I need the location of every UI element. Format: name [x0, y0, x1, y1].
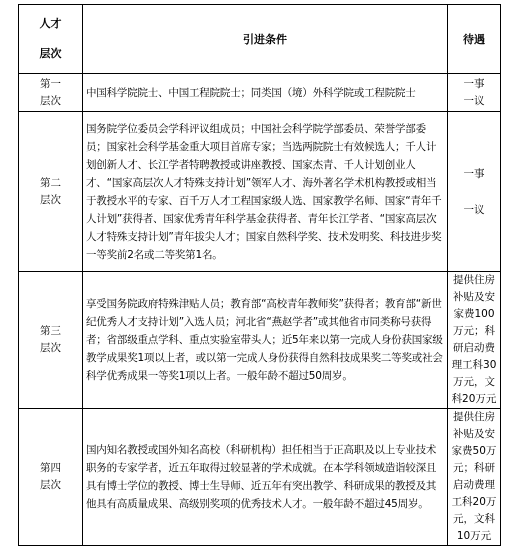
header-row: [19, 5, 501, 74]
conditions-cell: 中国科学院院士、中国工程院院士；同类国（境）外科学院或工程院院士: [83, 74, 448, 112]
treatment-cell: [448, 74, 501, 112]
table-row-level-2: [19, 112, 501, 272]
level-line2: 层次: [40, 479, 61, 491]
treatment-cell: 提供住房补贴及安家费100万元；科研启动费理工科30万元，文科20万元: [448, 272, 501, 409]
table-row-level-3: [19, 272, 501, 409]
treatment-line2: 一议: [463, 203, 485, 216]
header-conditions: 引进条件: [83, 5, 448, 74]
level-line1: 第二: [40, 176, 61, 189]
header-treatment: 待遇: [448, 5, 501, 74]
treatment-cell: 提供住房补贴及安家费50万元；科研启动费理工科20万元，文科10万元: [448, 409, 501, 546]
level-line1: 第三: [40, 325, 61, 337]
treatment-cell: [448, 112, 501, 272]
header-level: [19, 5, 83, 74]
treatment-line1: 一事: [463, 77, 485, 90]
level-line2: 层次: [40, 193, 61, 206]
level-line1: 第一: [40, 77, 61, 90]
level-cell: [19, 112, 83, 272]
conditions-cell: 国内知名教授或国外知名高校（科研机构）担任相当于正高职及以上专业技术职务的专家学者，近五年取得过较显著的学术成就。在本学科领域造诣较深且具有博士学位的教授、博士生导师、近五年有突出教学、科研成果的教授及其他具有高质量成果、高级别奖项的优秀技术人才。一般年龄不超过45周岁。: [83, 409, 448, 546]
conditions-cell: 国务院学位委员会学科评议组成员；中国社会科学院学部委员、荣誉学部委员；国家社会科学基金重大项目首席专家；当选两院院士有效候选人；千人计划创新人才、长江学者特聘教授或讲座教授、国家杰青、千人计划创业人才、“国家高层次人才特殊支持计划”领军人才、海外著名学术机构教授或相当于教授水平的专家、百千万人才工程国家级人选、国家教学名师、国家“青年千人计划”获得者、国家优秀青年科学基金获得者、青年长江学者、“国家高层次人才特殊支持计划”青年拔尖人才；国家自然科学奖、技术发明奖、科技进步奖一等奖前2名或二等奖第1名。: [83, 112, 448, 272]
treatment-line1: 一事: [463, 167, 485, 180]
talent-level-table: [18, 4, 501, 546]
conditions-cell: 享受国务院政府特殊津贴人员；教育部“高校青年教师奖”获得者；教育部“新世纪优秀人才支持计划”入选人员；河北省“燕赵学者”或其他省市同类称号获得者；省部级重点学科、重点实验室带头人；近5年来以第一完成人身份获国家级教学成果奖1项以上者，或以第一完成人身份获得自然科技成果奖二等奖或社会科学优秀成果一等奖1项以上者。一般年龄不超过50周岁。: [83, 272, 448, 409]
level-cell: [19, 272, 83, 409]
level-cell: [19, 409, 83, 546]
header-level-line1: 人才: [39, 17, 62, 30]
header-level-line2: 层次: [39, 47, 62, 60]
level-cell: [19, 74, 83, 112]
level-line2: 层次: [40, 342, 61, 354]
table-row-level-1: [19, 74, 501, 112]
treatment-line2: 一议: [463, 94, 485, 107]
table-row-level-4: [19, 409, 501, 546]
level-line2: 层次: [40, 94, 61, 107]
level-line1: 第四: [40, 462, 61, 474]
